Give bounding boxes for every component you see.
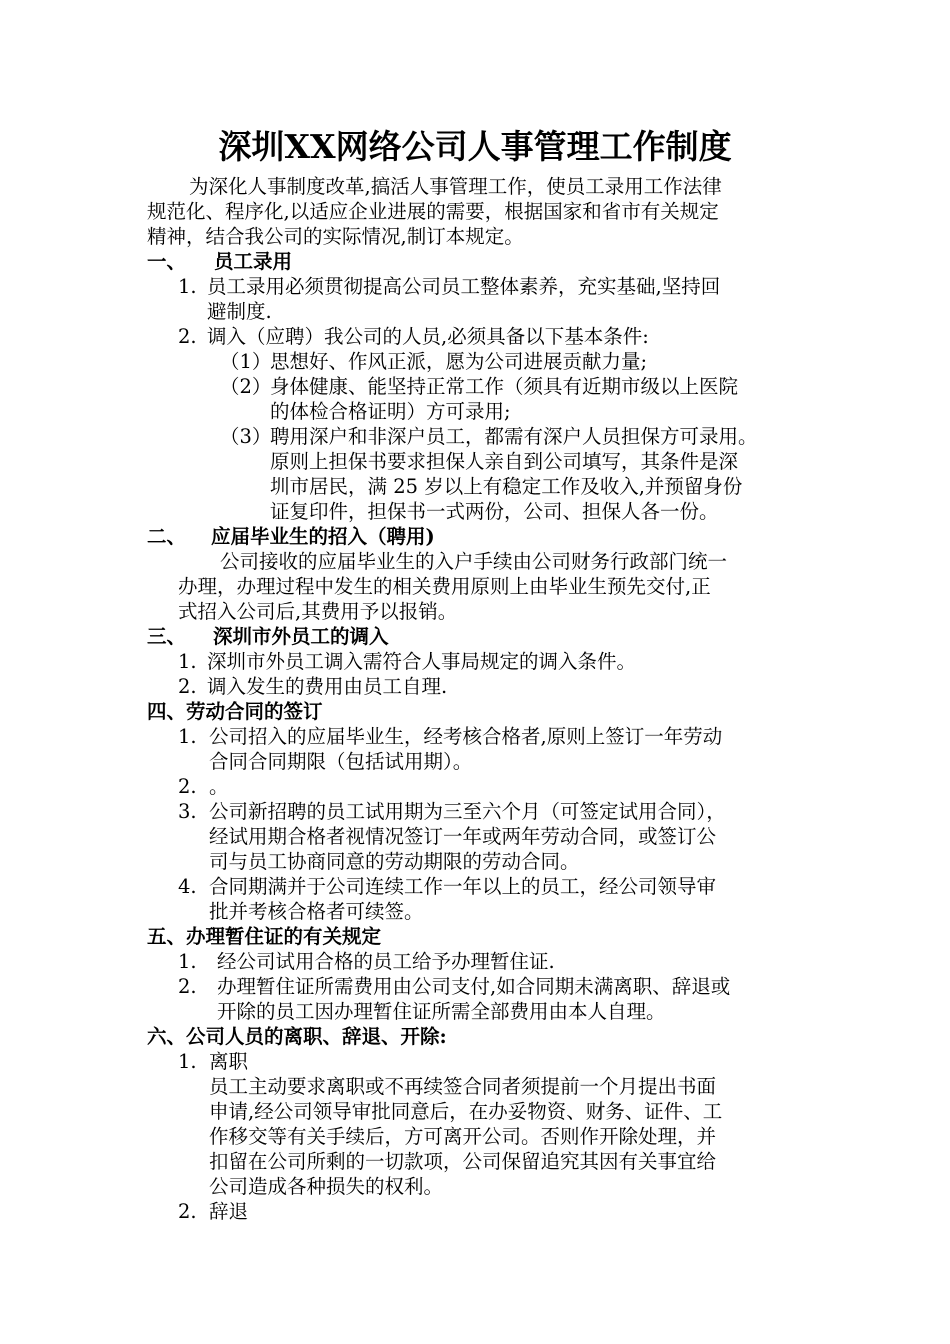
list-number: 1. <box>178 275 197 298</box>
intro-line: 为深化人事制度改革,搞活人事管理工作，使员工录用工作法律 <box>189 175 722 198</box>
list-item-line: 员工录用必须贯彻提高公司员工整体素养，充实基础,坚持回 <box>207 275 721 298</box>
section-number: 一、 <box>147 250 187 273</box>
list-item-line: 经试用期合格者视情况签订一年或两年劳动合同，或签订公 <box>209 825 717 848</box>
subsection-title: 离职 <box>209 1050 249 1073</box>
intro-line: 精神，结合我公司的实际情况,制订本规定。 <box>147 225 524 248</box>
paragraph-line: 公司接收的应届毕业生的入户手续由公司财务行政部门统一 <box>220 550 728 573</box>
section-heading: 深圳市外员工的调入 <box>213 625 389 648</box>
list-item-line: 合同期满并于公司连续工作一年以上的员工，经公司领导审 <box>209 875 717 898</box>
section-number: 二、 <box>147 525 187 548</box>
list-number: 2. <box>178 325 197 348</box>
condition-line: 原则上担保书要求担保人亲自到公司填写，其条件是深 <box>270 450 739 473</box>
subsection-title: 辞退 <box>209 1200 249 1223</box>
intro-line: 规范化、程序化,以适应企业进展的需要，根据国家和省市有关规定 <box>147 200 719 223</box>
section-heading: 员工录用 <box>214 250 293 273</box>
condition-line: 聘用深户和非深户员工，都需有深户人员担保方可录用。 <box>270 425 758 448</box>
section-heading: 六、公司人员的离职、辞退、开除: <box>147 1025 447 1048</box>
list-number: 3. <box>178 800 197 823</box>
list-number: 1. <box>178 950 197 973</box>
list-number: 1. <box>178 1050 197 1073</box>
list-number: 1. <box>178 725 197 748</box>
condition-line: 身体健康、能坚持正常工作（须具有近期市级以上医院 <box>270 375 739 398</box>
list-item-line: 调入（应聘）我公司的人员,必须具备以下基本条件: <box>207 325 649 348</box>
condition-line: 证复印件，担保书一式两份，公司、担保人各一份。 <box>270 500 719 523</box>
list-item-line: 经公司试用合格的员工给予办理暂住证. <box>217 950 555 973</box>
list-item-line: 批并考核合格者可续签。 <box>209 900 424 923</box>
list-item-line: 合同合同期限（包括试用期）。 <box>209 750 473 773</box>
list-item-line: 。 <box>209 775 229 798</box>
condition-line: 圳市居民，满 25 岁以上有稳定工作及收入,并预留身份 <box>270 475 743 498</box>
section-number: 三、 <box>147 625 187 648</box>
list-item-line: 公司新招聘的员工试用期为三至六个月（可签定试用合同）， <box>209 800 726 823</box>
section-heading: 四、劳动合同的签订 <box>147 700 323 723</box>
paragraph-line: 申请,经公司领导审批同意后，在办妥物资、财务、证件、工 <box>209 1100 723 1123</box>
section-heading: 五、办理暂住证的有关规定 <box>147 925 382 948</box>
condition-number: （2） <box>220 375 272 398</box>
section-heading: 应届毕业生的招入（聘用) <box>211 525 435 548</box>
paragraph-line: 公司造成各种损失的权利。 <box>209 1175 444 1198</box>
list-item-line: 深圳市外员工调入需符合人事局规定的调入条件。 <box>207 650 637 673</box>
list-item-line: 司与员工协商同意的劳动期限的劳动合同。 <box>209 850 580 873</box>
paragraph-line: 扣留在公司所剩的一切款项，公司保留追究其因有关事宜给 <box>209 1150 717 1173</box>
list-item-line: 办理暂住证所需费用由公司支付,如合同期未满离职、辞退或 <box>217 975 731 998</box>
condition-line: 思想好、作风正派，愿为公司进展贡献力量; <box>270 350 648 373</box>
paragraph-line: 式招入公司后,其费用予以报销。 <box>178 600 458 623</box>
paragraph-line: 作移交等有关手续后，方可离开公司。否则作开除处理，并 <box>209 1125 717 1148</box>
list-number: 4. <box>178 875 197 898</box>
paragraph-line: 办理，办理过程中发生的相关费用原则上由毕业生预先交付,正 <box>178 575 711 598</box>
list-number: 1. <box>178 650 197 673</box>
list-number: 2. <box>178 775 197 798</box>
list-item-line: 开除的员工因办理暂住证所需全部费用由本人自理。 <box>217 1000 666 1023</box>
condition-number: （1） <box>220 350 272 373</box>
list-item-line: 公司招入的应届毕业生，经考核合格者,原则上签订一年劳动 <box>209 725 723 748</box>
list-number: 2. <box>178 675 197 698</box>
document-title: 深圳XX网络公司人事管理工作制度 <box>218 127 732 166</box>
list-item-line: 避制度. <box>207 300 272 323</box>
paragraph-line: 员工主动要求离职或不再续签合同者须提前一个月提出书面 <box>209 1075 717 1098</box>
condition-line: 的体检合格证明）方可录用; <box>270 400 511 423</box>
list-item-line: 调入发生的费用由员工自理. <box>207 675 448 698</box>
list-number: 2. <box>178 1200 197 1223</box>
list-number: 2. <box>178 975 197 998</box>
condition-number: （3） <box>220 425 272 448</box>
